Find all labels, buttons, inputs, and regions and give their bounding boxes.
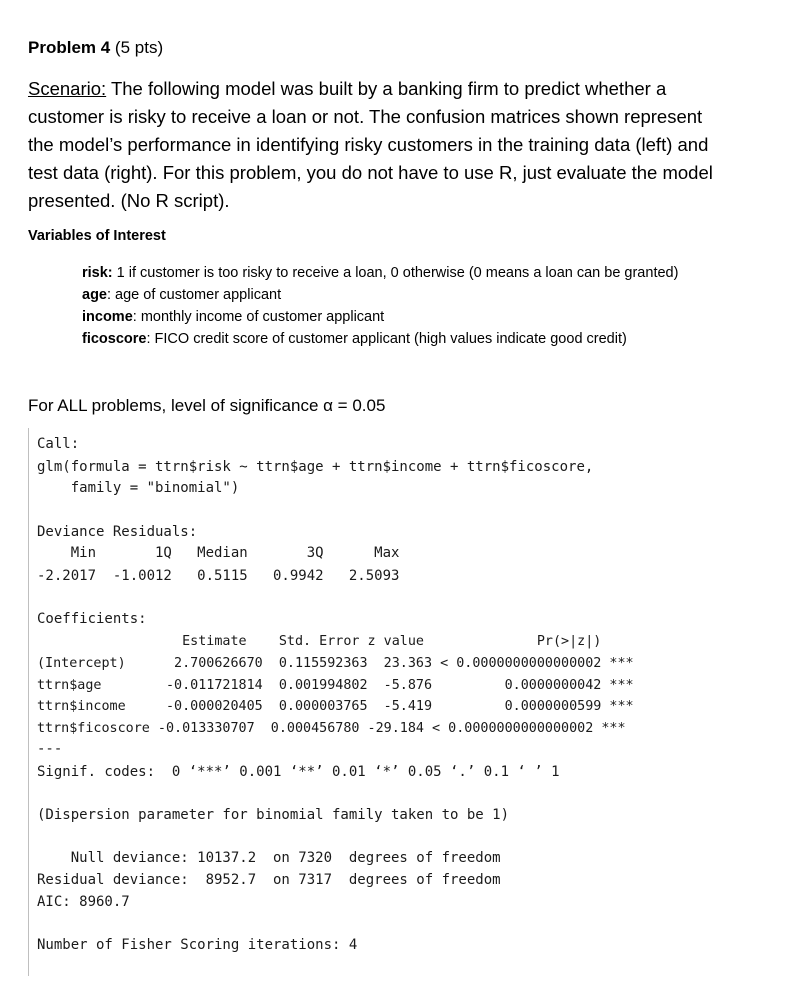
variable-desc: 1 if customer is too risky to receive a loan, 0 otherwise (0 means a loan can be granted) <box>112 265 679 281</box>
variable-age <box>82 284 722 306</box>
variable-ficoscore <box>82 328 722 350</box>
coefficient-row-age: ttrn$age -0.011721814 0.001994802 -5.876 0.0000000042 *** <box>37 678 634 693</box>
variable-name: ficoscore <box>82 331 147 347</box>
variable-income <box>82 306 722 328</box>
variable-desc: : monthly income of customer applicant <box>132 309 385 325</box>
coefficient-row-income: ttrn$income -0.000020405 0.000003765 -5.419 0.0000000599 *** <box>37 699 634 714</box>
coefficient-row-ficoscore: ttrn$ficoscore -0.013330707 0.000456780 -29.184 < 0.0000000000000002 *** <box>37 721 626 736</box>
signif-codes: Signif. codes: 0 ‘***’ 0.001 ‘**’ 0.01 ‘*’ 0.05 ‘.’ 0.1 ‘ ’ 1 <box>37 764 560 780</box>
significance-level: For ALL problems, level of significance α = 0.05 <box>28 396 386 415</box>
variable-risk <box>82 262 722 284</box>
problem-title <box>28 38 163 58</box>
variable-name: risk: <box>82 265 113 281</box>
coefficient-row-intercept: (Intercept) 2.700626670 0.115592363 23.363 < 0.0000000000000002 *** <box>37 656 634 671</box>
variable-name: age <box>82 287 107 303</box>
call-line-1: glm(formula = ttrn$risk ~ ttrn$age + ttrn$income + ttrn$ficoscore, <box>37 459 594 475</box>
scenario-paragraph <box>28 75 728 215</box>
residual-deviance: Residual deviance: 8952.7 on 7317 degrees of freedom <box>37 872 501 888</box>
deviance-residuals-values: -2.2017 -1.0012 0.5115 0.9942 2.5093 <box>37 568 400 584</box>
variables-heading: Variables of Interest <box>28 228 166 244</box>
fisher-iterations: Number of Fisher Scoring iterations: 4 <box>37 937 358 953</box>
variables-list <box>82 262 722 350</box>
deviance-residuals-header: Min 1Q Median 3Q Max <box>37 545 400 561</box>
variable-desc: : FICO credit score of customer applicant (high values indicate good credit) <box>146 331 627 347</box>
scenario-text: The following model was built by a banking firm to predict whether a customer is risky to receive a loan or not. The confusion matrices shown represent the model’s performance in identifying risky customers in the training data (left) and test data (right). For this problem, you do not have to use R, just evaluate the model presented. (No R script). <box>28 78 713 211</box>
variable-desc: : age of customer applicant <box>107 287 282 303</box>
coefficients-label: Coefficients: <box>37 611 147 627</box>
problem-points: (5 pts) <box>110 38 164 57</box>
coefficients-header: Estimate Std. Error z value Pr(>|z|) <box>37 634 602 649</box>
call-label: Call: <box>37 436 80 452</box>
variable-name: income <box>82 309 133 325</box>
dispersion-note: (Dispersion parameter for binomial family taken to be 1) <box>37 807 510 823</box>
null-deviance: Null deviance: 10137.2 on 7320 degrees of freedom <box>37 850 501 866</box>
call-line-2: family = "binomial") <box>37 480 240 496</box>
separator: --- <box>37 741 63 757</box>
deviance-residuals-label: Deviance Residuals: <box>37 524 198 540</box>
aic: AIC: 8960.7 <box>37 894 130 910</box>
problem-number: Problem 4 <box>28 38 111 57</box>
r-output-box <box>28 428 769 976</box>
scenario-label: Scenario: <box>28 78 107 99</box>
